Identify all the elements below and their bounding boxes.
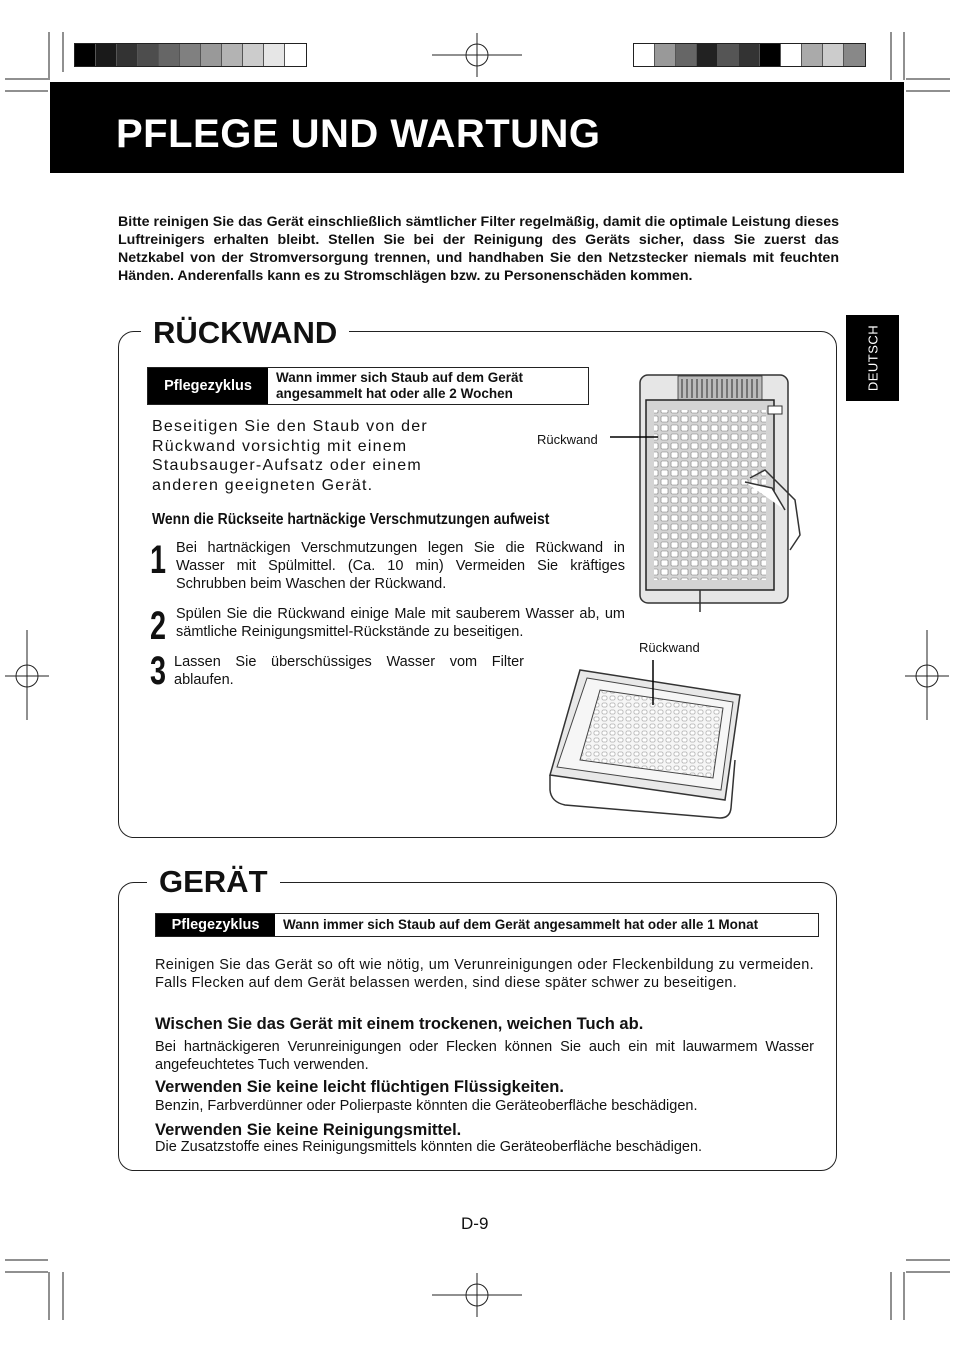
geraet-item-heading-1: Wischen Sie das Gerät mit einem trockenen, weichen Tuch ab. — [155, 1015, 644, 1033]
geraet-item-text-2: Benzin, Farbverdünner oder Polierpaste könnten die Geräteoberfläche beschädigen. — [155, 1098, 698, 1114]
language-tab — [846, 315, 899, 401]
geraet-title: GERÄT — [147, 864, 280, 900]
title-bar — [50, 82, 904, 173]
caption-rueckwand-top: Rückwand — [537, 432, 598, 447]
geraet-intro: Reinigen Sie das Gerät so oft wie nötig, um Verunreinigungen oder Fleckenbildung zu vermeiden. Falls Flecken auf dem Gerät belassen werden, sind diese später schwer zu beseitigen. — [155, 957, 814, 991]
geraet-cycle-box — [155, 913, 819, 937]
step-text-3: Lassen Sie überschüssiges Wasser vom Filter ablaufen. — [174, 654, 524, 688]
step-text-1: Bei hartnäckigen Verschmutzungen legen Sie die Rückwand in Wasser mit Spülmittel. (Ca. 10 min) Vermeiden Sie kräftiges Schrubben beim Waschen der Rückwand. — [176, 540, 625, 592]
page-title: PFLEGE UND WARTUNG — [116, 112, 601, 156]
cycle-label: Pflegezyklus — [156, 914, 275, 936]
language-tab-label: DEUTSCH — [865, 324, 880, 392]
rueckwand-description: Beseitigen Sie den Staub von der Rückwand vorsichtig mit einem Staubsauger-Aufsatz oder einem anderen geeigneten Gerät. — [152, 418, 428, 494]
caption-rueckwand-bottom: Rückwand — [639, 640, 700, 655]
rueckwand-cycle-box — [147, 367, 589, 405]
step-number-2: 2 — [150, 604, 167, 648]
rueckwand-subheading: Wenn die Rückseite hartnäckige Verschmutzungen aufweist — [152, 511, 550, 528]
step-text-2: Spülen Sie die Rückwand einige Male mit sauberem Wasser ab, um sämtliche Reinigungsmittel-Rückstände zu beseitigen. — [176, 606, 625, 640]
purifier-illustration — [600, 370, 810, 615]
intro-paragraph: Bitte reinigen Sie das Gerät einschließlich sämtlicher Filter regelmäßig, damit die optimale Leistung dieses Luftreinigers erhalten bleibt. Stellen Sie bei der Reinigung des Geräts sicher, dass Sie zuerst das Netzkabel von der Stromversorgung trennen, und handhaben Sie den Netzstecker niemals mit feuchten Händen. Anderenfalls kann es zu Stromschlägen bzw. zu Personenschäden kommen. — [118, 214, 839, 284]
geraet-item-text-3: Die Zusatzstoffe eines Reinigungsmittels könnten die Geräteoberfläche beschädigen. — [155, 1139, 703, 1155]
geraet-item-heading-3: Verwenden Sie keine Reinigungsmittel. — [155, 1121, 462, 1139]
geraet-item-text-1: Bei hartnäckigeren Verunreinigungen oder Flecken können Sie auch ein mit lauwarmem Wasser angefeuchtetes Tuch verwenden. — [155, 1039, 814, 1073]
geraet-item-heading-2: Verwenden Sie keine leicht flüchtigen Flüssigkeiten. — [155, 1078, 564, 1096]
step-number-3: 3 — [150, 649, 167, 693]
cycle-value: Wann immer sich Staub auf dem Gerät angesammelt hat oder alle 1 Monat — [283, 917, 759, 932]
cycle-value-line1: Wann immer sich Staub auf dem Gerät — [276, 370, 524, 385]
cycle-value-line2: angesammelt hat oder alle 2 Wochen — [276, 386, 513, 401]
cycle-value — [268, 368, 523, 404]
tray-illustration — [545, 660, 750, 820]
rueckwand-title: RÜCKWAND — [141, 315, 349, 351]
cycle-label: Pflegezyklus — [148, 368, 268, 404]
page-number: D-9 — [461, 1214, 489, 1233]
step-number-1: 1 — [150, 538, 167, 582]
